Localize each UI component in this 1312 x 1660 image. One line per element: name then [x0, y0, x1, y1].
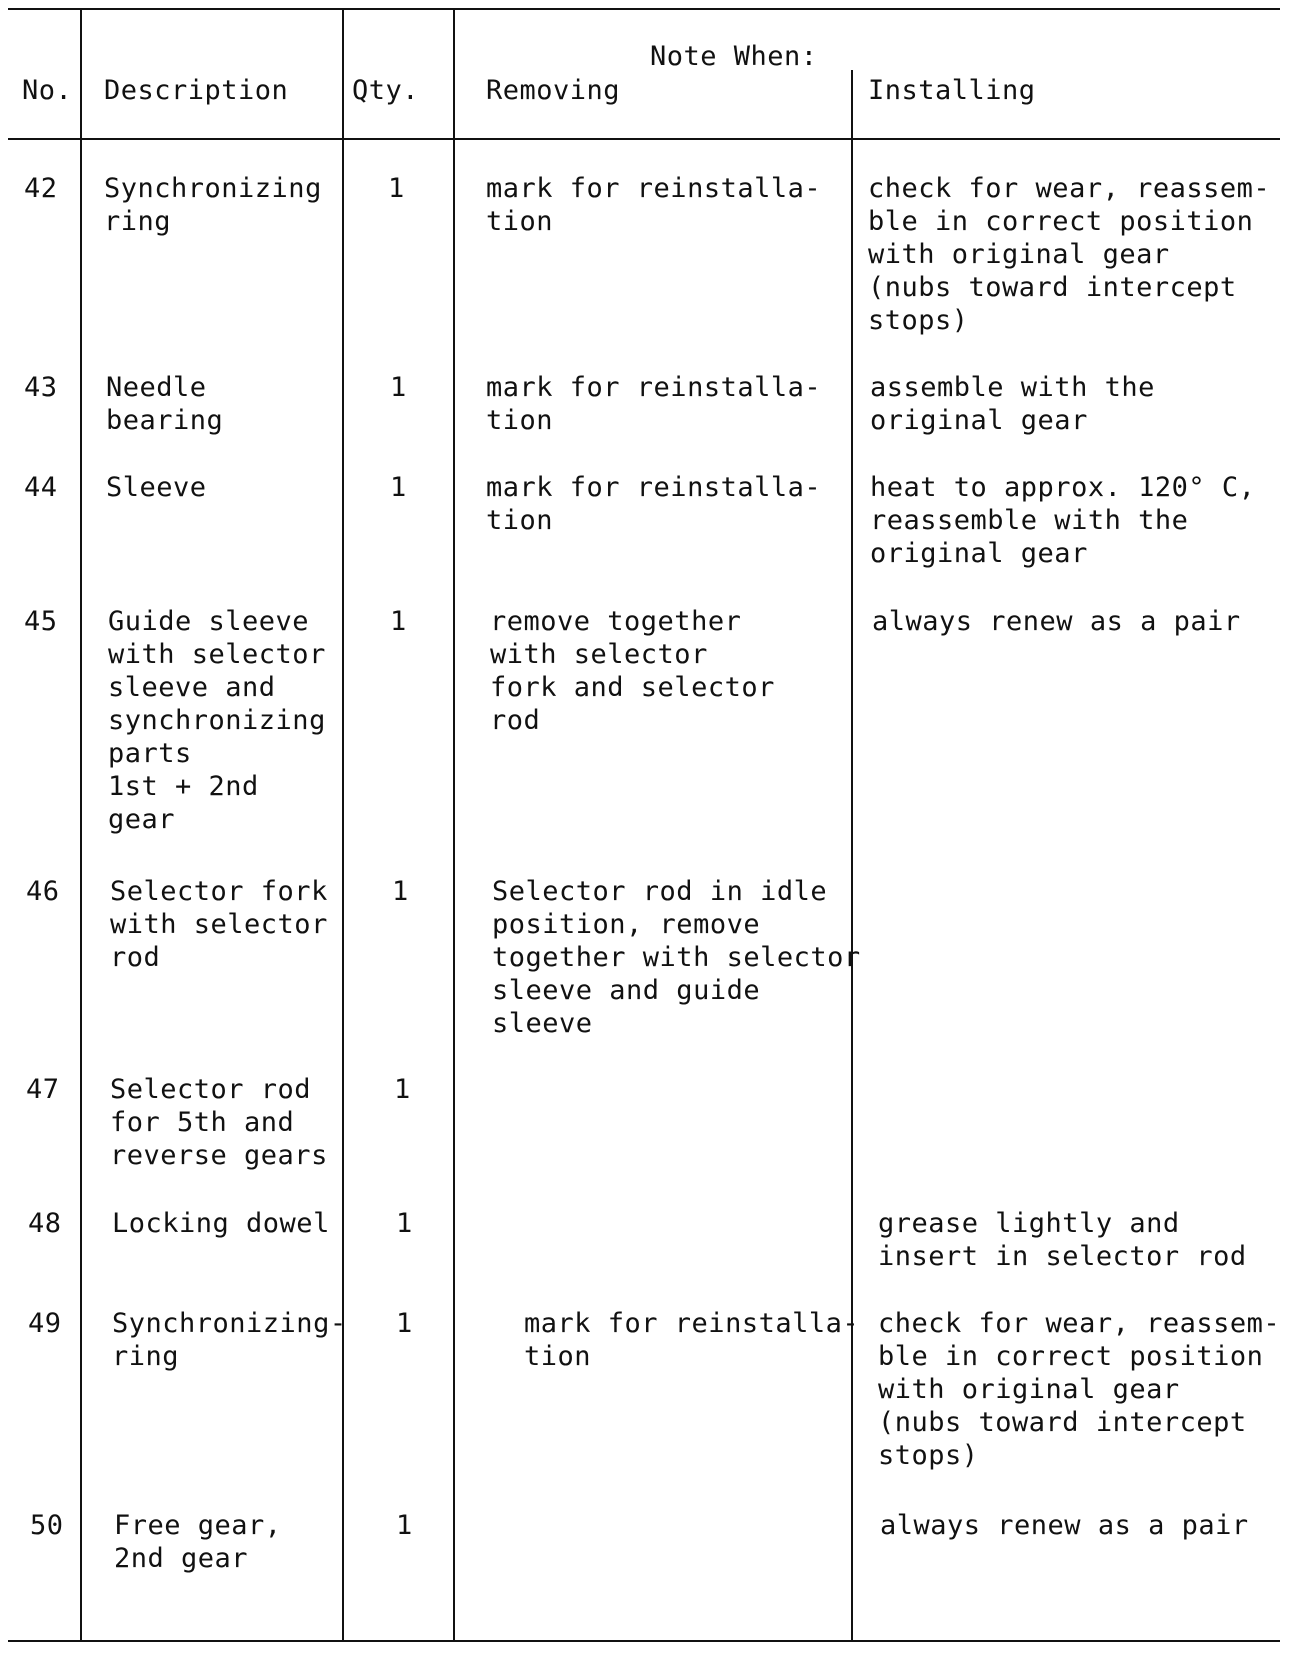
row-no: 49 [28, 1308, 62, 1339]
row-no: 43 [24, 372, 58, 403]
header-note-when: Note When: [650, 41, 818, 72]
row-no: 44 [24, 472, 58, 503]
row-qty: 1 [388, 173, 405, 204]
row-qty: 1 [390, 606, 407, 637]
row-no: 48 [28, 1208, 62, 1239]
row-no: 45 [24, 606, 58, 637]
row-description: Selector rod for 5th and reverse gears [110, 1074, 328, 1171]
row-description: Selector fork with selector rod [110, 876, 328, 973]
header-installing: Installing [868, 75, 1036, 106]
row-installing: always renew as a pair [880, 1510, 1249, 1541]
row-qty: 1 [396, 1208, 413, 1239]
row-qty: 1 [394, 1074, 411, 1105]
row-description: Synchronizing ring [104, 173, 322, 237]
column-divider-description [342, 8, 344, 1640]
row-qty: 1 [390, 472, 407, 503]
column-divider-qty [453, 8, 455, 1640]
table-top-rule [8, 8, 1280, 10]
row-removing: Selector rod in idle position, remove together with selector sleeve and guide sleeve [492, 876, 861, 1039]
row-no: 50 [30, 1510, 64, 1541]
row-removing: mark for reinstalla- tion [524, 1308, 860, 1372]
row-no: 42 [24, 173, 58, 204]
row-installing: check for wear, reassem- ble in correct position with original gear (nubs toward intercept stops) [868, 173, 1271, 336]
header-removing: Removing [486, 75, 621, 106]
row-no: 47 [26, 1074, 60, 1105]
row-installing: grease lightly and insert in selector rod [878, 1208, 1247, 1272]
row-description: Free gear, 2nd gear [114, 1510, 282, 1574]
row-description: Needle bearing [106, 372, 224, 436]
row-description: Guide sleeve with selector sleeve and synchronizing parts 1st + 2nd gear [108, 606, 326, 835]
row-removing: mark for reinstalla- tion [486, 472, 822, 536]
row-no: 46 [26, 876, 60, 907]
header-no: No. [22, 75, 73, 106]
row-description: Synchronizing- ring [112, 1308, 347, 1372]
row-qty: 1 [390, 372, 407, 403]
table-bottom-rule [8, 1640, 1280, 1642]
header-description: Description [104, 75, 289, 106]
row-removing: mark for reinstalla- tion [486, 173, 822, 237]
row-removing: remove together with selector fork and selector rod [490, 606, 775, 736]
row-qty: 1 [392, 876, 409, 907]
row-description: Sleeve [106, 472, 207, 503]
row-installing: heat to approx. 120° C, reassemble with the original gear [870, 472, 1256, 569]
row-installing: check for wear, reassem- ble in correct position with original gear (nubs toward intercept stops) [878, 1308, 1281, 1471]
row-qty: 1 [396, 1308, 413, 1339]
row-description: Locking dowel [112, 1208, 330, 1239]
column-divider-no [80, 8, 82, 1640]
header-qty: Qty. [352, 75, 420, 106]
row-qty: 1 [396, 1510, 413, 1541]
row-installing: always renew as a pair [872, 606, 1241, 637]
row-removing: mark for reinstalla- tion [486, 372, 822, 436]
column-divider-removing [851, 70, 853, 1640]
header-bottom-rule [8, 138, 1280, 140]
row-installing: assemble with the original gear [870, 372, 1155, 436]
